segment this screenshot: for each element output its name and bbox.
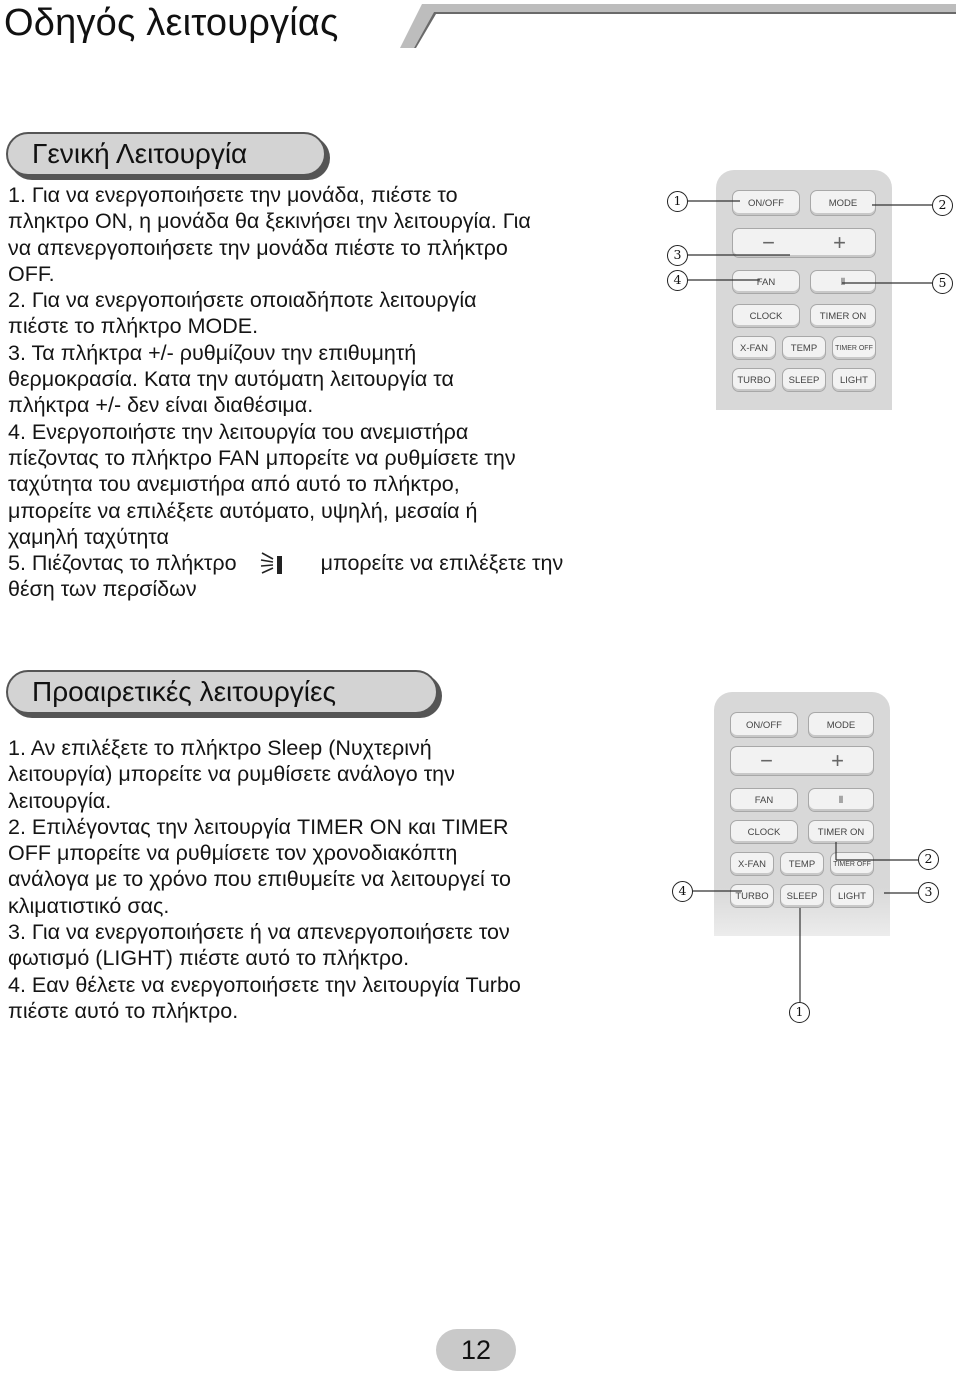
callout-4: 4 (667, 270, 688, 291)
text-line: 4. Εαν θέλετε να ενεργοποιήσετε την λειτουργία Turbo (8, 972, 521, 997)
text-line: χαμηλή ταχύτητα (8, 524, 169, 549)
page-title: Οδηγός λειτουργίας (4, 2, 339, 44)
text-line: 2. Επιλέγοντας την λειτουργία TIMER ON και TIMER (8, 814, 509, 839)
text-line: OFF. (8, 261, 55, 286)
fan-button[interactable]: FAN (732, 270, 800, 294)
minus-button[interactable]: − (760, 748, 773, 773)
light-button[interactable]: LIGHT (832, 368, 876, 392)
text-line: 1. Αν επιλέξετε το πλήκτρο Sleep (Νυχτερινή (8, 736, 432, 760)
plus-button[interactable]: + (831, 748, 844, 773)
timer-off-button[interactable]: TIMER OFF (832, 336, 876, 360)
callout-3: 3 (918, 882, 939, 903)
remote-control-optional (714, 692, 890, 936)
minus-button[interactable]: − (762, 230, 775, 255)
x-fan-button[interactable]: X-FAN (730, 852, 774, 876)
light-button[interactable]: LIGHT (830, 884, 874, 908)
mode-button[interactable]: MODE (810, 190, 876, 216)
text-line: ταχύτητα του ανεμιστήρα από αυτό το πλήκτρο, (8, 472, 460, 497)
text-line: λειτουργία. (8, 788, 112, 813)
timer-off-button[interactable]: TIMER OFF (830, 852, 874, 876)
on-off-button[interactable]: ON/OFF (730, 712, 798, 738)
turbo-button[interactable]: TURBO (732, 368, 776, 392)
page-number: 12 (436, 1329, 516, 1371)
text-line: πληκτρο ON, η μονάδα θα ξεκινήσει την λειτουργία. Για (8, 209, 531, 234)
swing-button[interactable]: ⫴ (810, 270, 876, 294)
text-line: μπορείτε να επιλέξετε αυτόματο, υψηλή, μεσαία ή (8, 498, 478, 523)
text-line: ανάλογα με το χρόνο που επιθυμείτε να λειτουργεί το (8, 867, 511, 892)
text-line: OFF μπορείτε να ρυθμίσετε τον χρονοδιακόπτη (8, 841, 458, 866)
callout-5: 5 (932, 273, 953, 294)
clock-button[interactable]: CLOCK (730, 820, 798, 844)
temp-button[interactable]: TEMP (782, 336, 826, 360)
text-line: να απενεργοποιήσετε την μονάδα πιέστε το πλήκτρο (8, 235, 508, 260)
sleep-button[interactable]: SLEEP (782, 368, 826, 392)
text-line: πιέστε αυτό το πλήκτρο. (8, 998, 239, 1023)
title-bar-decoration (400, 4, 956, 48)
text-line: 3. Τα πλήκτρα +/- ρυθμίζουν την επιθυμητή (8, 340, 417, 365)
callout-2: 2 (932, 195, 953, 216)
x-fan-button[interactable]: X-FAN (732, 336, 776, 360)
swing-icon (259, 550, 299, 576)
text-line: 2. Για να ενεργοποιήσετε οποιαδήποτε λειτουργία (8, 288, 477, 313)
callout-3: 3 (667, 245, 688, 266)
optional-instructions (8, 735, 521, 1024)
text-line: φωτισμό (LIGHT) πιέστε αυτό το πλήκτρο. (8, 946, 410, 971)
text-line: κλιματιστικό σας. (8, 893, 170, 918)
sleep-button[interactable]: SLEEP (780, 884, 824, 908)
temp-button[interactable]: TEMP (780, 852, 824, 876)
general-instructions (8, 182, 563, 603)
temp-adjust-bar (732, 228, 876, 258)
timer-on-button[interactable]: TIMER ON (810, 304, 876, 328)
text-line-5-end: μπορείτε να επιλέξετε την (320, 551, 564, 576)
text-line: θέση των περσίδων (8, 577, 197, 602)
text-line: πίεζοντας το πλήκτρο FAN μπορείτε να ρυθμίσετε την (8, 445, 516, 470)
section-heading-general: Γενική Λειτουργία (6, 132, 326, 176)
turbo-button[interactable]: TURBO (730, 884, 774, 908)
text-line: 4. Ενεργοποιήστε την λειτουργία του ανεμιστήρα (8, 419, 469, 444)
callout-4: 4 (672, 881, 693, 902)
callout-1: 1 (789, 1002, 810, 1023)
text-line-5 (8, 550, 563, 576)
swing-button[interactable]: ⫴ (808, 788, 874, 812)
text-line: λειτουργία) μπορείτε να ρυμθίσετε ανάλογο την (8, 762, 455, 787)
plus-button[interactable]: + (833, 230, 846, 255)
callout-2: 2 (918, 849, 939, 870)
text-line: πλήκτρα +/- δεν είναι διαθέσιμα. (8, 393, 314, 418)
callout-1: 1 (667, 191, 688, 212)
text-line-5-start: 5. Πιέζοντας το πλήκτρο (8, 551, 237, 576)
section-heading-optional: Προαιρετικές λειτουργίες (6, 670, 438, 714)
on-off-button[interactable]: ON/OFF (732, 190, 800, 216)
remote-control-general (716, 170, 892, 410)
fan-button[interactable]: FAN (730, 788, 798, 812)
mode-button[interactable]: MODE (808, 712, 874, 738)
clock-button[interactable]: CLOCK (732, 304, 800, 328)
temp-adjust-bar (730, 746, 874, 776)
text-line: 1. Για να ενεργοποιήσετε την μονάδα, πιέστε το (8, 183, 458, 207)
timer-on-button[interactable]: TIMER ON (808, 820, 874, 844)
text-line: θερμοκρασία. Κατα την αυτόματη λειτουργία τα (8, 367, 454, 392)
text-line: πιέστε το πλήκτρο MODE. (8, 314, 259, 339)
text-line: 3. Για να ενεργοποιήσετε ή να απενεργοποιήσετε τον (8, 920, 510, 945)
